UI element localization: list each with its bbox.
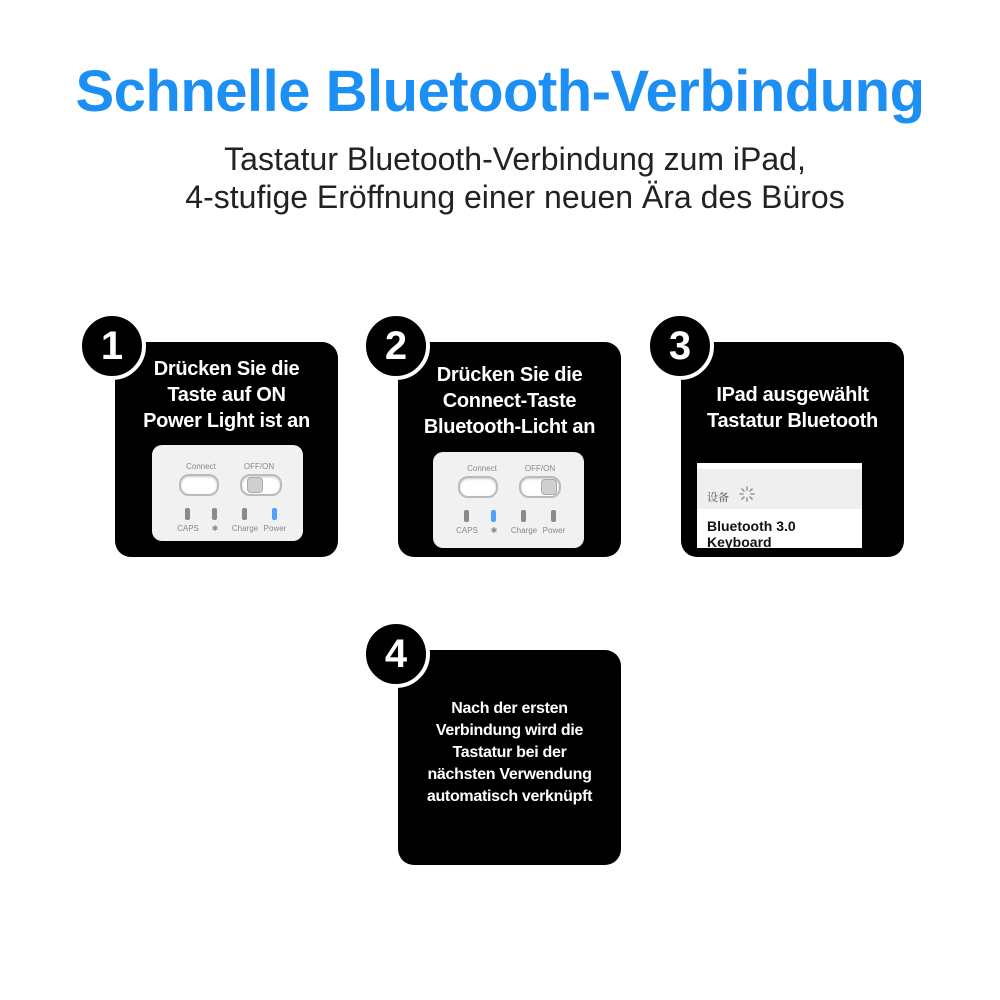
ipad-bluetooth-screen [697,463,862,548]
devices-label: 设备 [707,492,729,504]
step-4-line-2: Verbindung wird die [435,722,584,739]
bluetooth-led [491,510,496,522]
charge-label: Charge [231,524,259,533]
step-1-card [115,342,338,557]
step-4-line-5: automatisch verknüpft [426,788,593,805]
step-4-line-1: Nach der ersten [451,700,568,717]
step-1-line-1: Drücken Sie die [153,358,300,380]
step-3-number: 3 [646,312,714,380]
step-4-line-4: nächsten Verwendung [427,766,592,783]
power-label: Power [542,526,566,535]
step-2-line-3: Bluetooth-Licht an [423,416,596,438]
power-switch [519,476,561,498]
caps-led [185,508,190,520]
bluetooth-keyboard-device[interactable]: Bluetooth 3.0 Keyboard [707,518,796,550]
page-subtitle [0,140,1000,216]
step-1-line-3: Power Light ist an [143,410,310,432]
keyboard-control-panel [152,445,303,541]
power-switch [240,474,282,496]
connect-button [458,476,498,498]
step-4-line-3: Tastatur bei der [452,744,567,761]
power-switch-knob [247,477,263,493]
subtitle-line-2: 4-stufige Eröffnung einer neuen Ära des Büros [185,179,845,215]
devices-row [697,469,862,509]
step-4-card [398,650,621,865]
connect-label: Connect [467,464,497,473]
step-2-card [398,342,621,557]
step-1-number: 1 [78,312,146,380]
connect-button [179,474,219,496]
charge-led [242,508,247,520]
connect-label: Connect [186,462,216,471]
bluetooth-led [212,508,217,520]
caps-led [464,510,469,522]
bluetooth-icon: ✱ [490,526,498,535]
page-title: Schnelle Bluetooth-Verbindung [75,59,925,124]
power-switch-knob [541,479,557,495]
step-2-line-1: Drücken Sie die [436,364,583,386]
subtitle-line-1: Tastatur Bluetooth-Verbindung zum iPad, [224,141,806,177]
step-3-line-2: Tastatur Bluetooth [707,410,878,432]
step-2-line-2: Connect-Taste [442,390,577,412]
step-2-number: 2 [362,312,430,380]
bluetooth-icon: ✱ [211,524,219,533]
loading-spinner-icon [739,486,755,502]
charge-led [521,510,526,522]
power-label: Power [263,524,287,533]
step-4-number: 4 [362,620,430,688]
keyboard-control-panel [433,452,584,548]
step-3-line-1: IPad ausgewählt [716,384,869,406]
offon-label: OFF/ON [243,462,275,471]
caps-label: CAPS [177,524,199,533]
power-led [551,510,556,522]
charge-label: Charge [510,526,538,535]
step-1-line-2: Taste auf ON [167,384,286,406]
caps-label: CAPS [456,526,478,535]
offon-label: OFF/ON [524,464,556,473]
power-led [272,508,277,520]
